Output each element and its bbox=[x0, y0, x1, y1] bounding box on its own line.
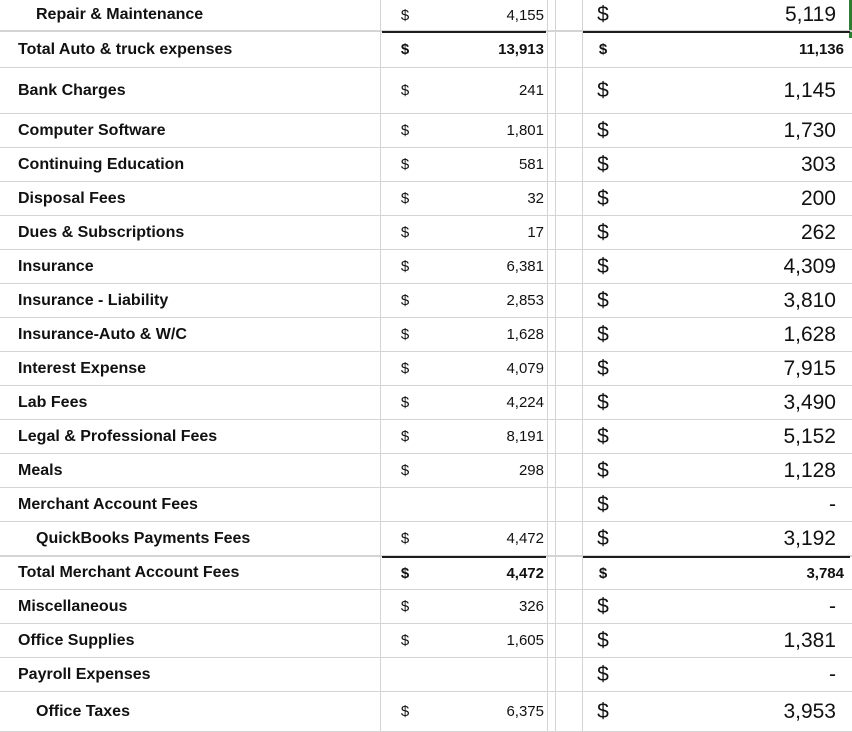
total-row bbox=[0, 556, 852, 590]
total-row bbox=[0, 31, 852, 68]
amount-current[interactable]: 4,309 bbox=[783, 254, 836, 278]
currency-symbol-current[interactable]: $ bbox=[597, 628, 609, 652]
amount-current[interactable]: 3,192 bbox=[783, 526, 836, 550]
currency-symbol-current[interactable]: $ bbox=[597, 78, 609, 102]
column-gridline bbox=[555, 0, 556, 732]
currency-symbol-current[interactable]: $ bbox=[597, 118, 609, 142]
currency-symbol-current[interactable]: $ bbox=[597, 390, 609, 414]
total-rule-current bbox=[582, 31, 850, 33]
account-label[interactable]: Insurance-Auto & W/C bbox=[18, 325, 187, 343]
column-gridline bbox=[547, 0, 548, 732]
currency-symbol-current[interactable]: $ bbox=[597, 186, 609, 210]
currency-symbol-current[interactable]: $ bbox=[597, 152, 609, 176]
table-row bbox=[0, 352, 852, 386]
account-label[interactable]: Bank Charges bbox=[18, 81, 126, 99]
currency-symbol-prior[interactable]: $ bbox=[400, 394, 410, 411]
amount-current[interactable]: 3,784 bbox=[806, 564, 844, 582]
account-label[interactable]: Office Taxes bbox=[36, 702, 130, 720]
currency-symbol-prior[interactable]: $ bbox=[400, 122, 410, 139]
amount-prior[interactable]: 1,801 bbox=[506, 122, 544, 139]
amount-prior[interactable]: 13,913 bbox=[498, 41, 544, 58]
total-rule-prior bbox=[382, 556, 546, 558]
currency-symbol-current[interactable]: $ bbox=[597, 492, 609, 516]
account-label[interactable]: Payroll Expenses bbox=[18, 665, 151, 683]
table-row bbox=[0, 114, 852, 148]
currency-symbol-prior[interactable]: $ bbox=[400, 82, 410, 99]
currency-symbol-current[interactable]: $ bbox=[597, 662, 609, 686]
table-row bbox=[0, 284, 852, 318]
amount-current[interactable]: 1,381 bbox=[783, 628, 836, 652]
currency-symbol-prior[interactable]: $ bbox=[400, 530, 410, 547]
amount-current[interactable]: 1,145 bbox=[783, 78, 836, 102]
table-row bbox=[0, 148, 852, 182]
account-label[interactable]: QuickBooks Payments Fees bbox=[36, 529, 251, 547]
table-row bbox=[0, 522, 852, 556]
account-label[interactable]: Meals bbox=[18, 461, 63, 479]
account-label[interactable]: Insurance bbox=[18, 257, 94, 275]
amount-current[interactable]: 1,628 bbox=[783, 322, 836, 346]
table-row bbox=[0, 454, 852, 488]
amount-prior[interactable]: 241 bbox=[518, 82, 544, 99]
amount-prior[interactable]: 32 bbox=[527, 190, 544, 207]
currency-symbol-current[interactable]: $ bbox=[597, 424, 609, 448]
account-label[interactable]: Office Supplies bbox=[18, 631, 135, 649]
account-label[interactable]: Computer Software bbox=[18, 121, 166, 139]
amount-prior[interactable] bbox=[430, 488, 544, 521]
column-gridline bbox=[380, 0, 381, 732]
table-row bbox=[0, 68, 852, 114]
table-row bbox=[0, 318, 852, 352]
currency-symbol-prior[interactable]: $ bbox=[400, 6, 410, 24]
currency-symbol-prior[interactable]: $ bbox=[400, 292, 410, 309]
currency-symbol-prior[interactable]: $ bbox=[400, 598, 410, 615]
currency-symbol-prior[interactable]: $ bbox=[400, 703, 410, 720]
amount-prior[interactable]: 4,224 bbox=[506, 394, 544, 411]
amount-prior[interactable]: 8,191 bbox=[506, 428, 544, 445]
account-label[interactable]: Lab Fees bbox=[18, 393, 88, 411]
currency-symbol-prior[interactable]: $ bbox=[400, 190, 410, 207]
currency-symbol-prior[interactable]: $ bbox=[400, 258, 410, 275]
currency-symbol-prior[interactable]: $ bbox=[400, 428, 410, 445]
amount-current[interactable]: - bbox=[829, 662, 836, 686]
account-label[interactable]: Disposal Fees bbox=[18, 189, 126, 207]
amount-prior[interactable]: 326 bbox=[518, 598, 544, 615]
amount-prior[interactable]: 4,472 bbox=[506, 564, 544, 582]
table-row bbox=[0, 420, 852, 454]
amount-prior[interactable]: 4,155 bbox=[506, 6, 544, 24]
amount-prior[interactable]: 298 bbox=[518, 462, 544, 479]
amount-current[interactable]: 11,136 bbox=[798, 41, 844, 58]
currency-symbol-current[interactable]: $ bbox=[598, 41, 608, 58]
currency-symbol-current[interactable]: $ bbox=[597, 699, 609, 723]
amount-current[interactable]: 3,810 bbox=[783, 288, 836, 312]
currency-symbol-current[interactable]: $ bbox=[597, 254, 609, 278]
account-label[interactable]: Total Merchant Account Fees bbox=[18, 564, 240, 581]
currency-symbol-prior[interactable]: $ bbox=[400, 326, 410, 343]
table-row bbox=[0, 590, 852, 624]
amount-prior[interactable]: 1,605 bbox=[506, 632, 544, 649]
account-label[interactable]: Merchant Account Fees bbox=[18, 495, 198, 513]
account-label[interactable]: Dues & Subscriptions bbox=[18, 223, 185, 241]
account-label[interactable]: Continuing Education bbox=[18, 155, 185, 173]
amount-current[interactable]: 3,953 bbox=[783, 699, 836, 723]
amount-prior[interactable]: 2,853 bbox=[506, 292, 544, 309]
currency-symbol-current[interactable]: $ bbox=[597, 356, 609, 380]
table-row bbox=[0, 182, 852, 216]
table-row bbox=[0, 216, 852, 250]
amount-prior[interactable]: 6,381 bbox=[506, 258, 544, 275]
amount-prior[interactable]: 1,628 bbox=[506, 326, 544, 343]
currency-symbol-prior[interactable]: $ bbox=[400, 41, 410, 58]
amount-current[interactable]: 5,152 bbox=[783, 424, 836, 448]
currency-symbol-prior[interactable]: $ bbox=[400, 632, 410, 649]
amount-prior[interactable]: 4,079 bbox=[506, 360, 544, 377]
table-row bbox=[0, 658, 852, 692]
amount-current[interactable]: - bbox=[829, 594, 836, 618]
column-gridline bbox=[582, 0, 583, 732]
table-row bbox=[0, 250, 852, 284]
currency-symbol-current[interactable]: $ bbox=[597, 288, 609, 312]
amount-prior[interactable]: 17 bbox=[527, 224, 544, 241]
currency-symbol-current[interactable]: $ bbox=[597, 3, 609, 26]
amount-current[interactable]: 303 bbox=[800, 152, 836, 176]
amount-current[interactable]: 200 bbox=[800, 186, 836, 210]
currency-symbol-prior[interactable]: $ bbox=[400, 224, 410, 241]
amount-current[interactable]: 1,730 bbox=[783, 118, 836, 142]
account-label[interactable]: Insurance - Liability bbox=[18, 291, 169, 309]
total-rule-current bbox=[582, 556, 850, 558]
table-row bbox=[0, 488, 852, 522]
account-label[interactable]: Legal & Professional Fees bbox=[18, 427, 218, 445]
amount-prior[interactable]: 581 bbox=[518, 156, 544, 173]
table-row bbox=[0, 624, 852, 658]
amount-current[interactable]: 3,490 bbox=[783, 390, 836, 414]
amount-current[interactable]: 262 bbox=[800, 220, 836, 244]
table-row bbox=[0, 386, 852, 420]
amount-current[interactable]: 7,915 bbox=[783, 356, 836, 380]
currency-symbol-prior[interactable]: $ bbox=[400, 462, 410, 479]
account-label[interactable]: Repair & Maintenance bbox=[36, 6, 204, 23]
amount-prior[interactable] bbox=[430, 658, 544, 691]
table-row bbox=[0, 0, 852, 31]
amount-current[interactable]: 5,119 bbox=[785, 3, 836, 26]
currency-symbol-current[interactable]: $ bbox=[597, 458, 609, 482]
amount-prior[interactable]: 6,375 bbox=[506, 703, 544, 720]
currency-symbol-current[interactable]: $ bbox=[597, 526, 609, 550]
currency-symbol-current[interactable]: $ bbox=[597, 220, 609, 244]
table-row bbox=[0, 692, 852, 732]
amount-prior[interactable]: 4,472 bbox=[506, 530, 544, 547]
currency-symbol-prior[interactable] bbox=[385, 658, 425, 691]
currency-symbol-current[interactable]: $ bbox=[597, 322, 609, 346]
currency-symbol-prior[interactable]: $ bbox=[400, 564, 410, 582]
account-label[interactable]: Total Auto & truck expenses bbox=[18, 40, 233, 58]
currency-symbol-current[interactable]: $ bbox=[597, 594, 609, 618]
currency-symbol-current[interactable]: $ bbox=[598, 564, 608, 582]
total-rule-prior bbox=[382, 31, 546, 33]
account-label[interactable]: Miscellaneous bbox=[18, 597, 128, 615]
currency-symbol-prior[interactable]: $ bbox=[400, 360, 410, 377]
currency-symbol-prior[interactable] bbox=[385, 488, 425, 521]
currency-symbol-prior[interactable]: $ bbox=[400, 156, 410, 173]
amount-current[interactable]: 1,128 bbox=[783, 458, 836, 482]
account-label[interactable]: Interest Expense bbox=[18, 359, 147, 377]
amount-current[interactable]: - bbox=[829, 492, 836, 516]
